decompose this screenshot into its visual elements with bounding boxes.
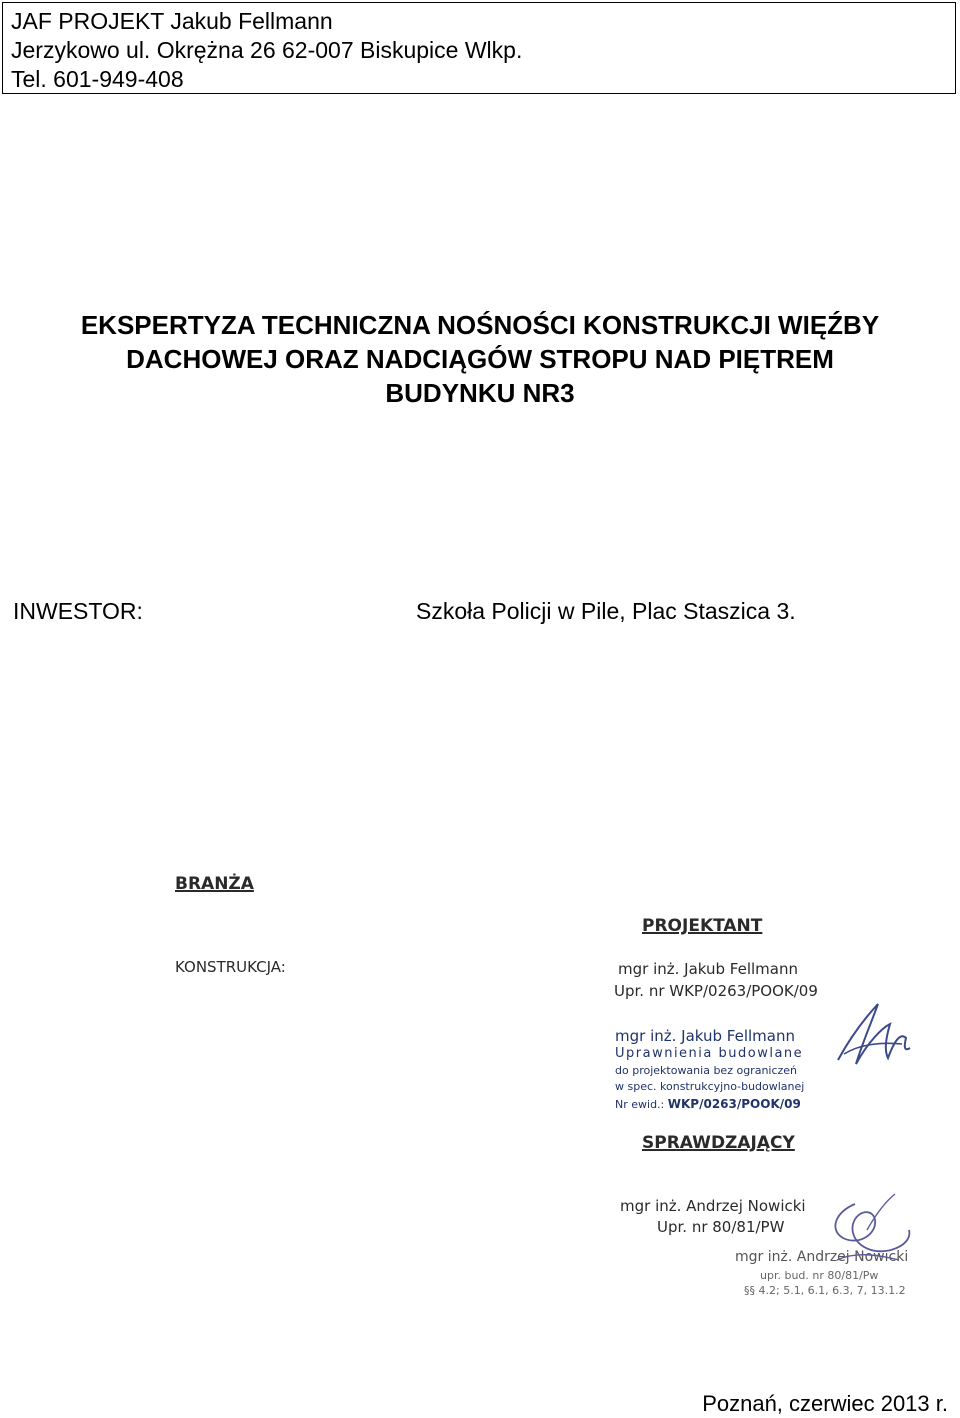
seal1-line-1: mgr inż. Jakub Fellmann — [615, 1027, 795, 1045]
seal1-line-2: Uprawnienia budowlane — [615, 1046, 804, 1061]
sprawdzajacy-label: SPRAWDZAJĄCY — [642, 1133, 795, 1153]
projektant-label: PROJEKTANT — [642, 916, 763, 936]
konstrukcja-label: KONSTRUKCJA: — [175, 958, 286, 976]
title-line-1: EKSPERTYZA TECHNICZNA NOŚNOŚCI KONSTRUKCJI WIĘŹBY — [80, 310, 880, 340]
seal1-line-4: w spec. konstrukcyjno-budowlanej — [615, 1080, 805, 1093]
designer-permit: Upr. nr WKP/0263/POOK/09 — [614, 982, 818, 1000]
company-header-box — [2, 2, 956, 94]
place-and-date: Poznań, czerwiec 2013 r. — [702, 1391, 948, 1416]
seal1-line-3: do projektowania bez ograniczeń — [615, 1064, 798, 1077]
company-phone: Tel. 601-949-408 — [11, 66, 184, 92]
checker-permit: Upr. nr 80/81/PW — [657, 1218, 785, 1236]
investor-value: Szkoła Policji w Pile, Plac Staszica 3. — [416, 598, 796, 624]
company-name: JAF PROJEKT Jakub Fellmann — [11, 8, 333, 34]
seal1-line-5 — [615, 1097, 801, 1111]
signature-checker — [815, 1190, 925, 1280]
seal1-line-5-prefix: Nr ewid.: — [615, 1098, 665, 1111]
signature-designer — [830, 998, 920, 1078]
designer-name: mgr inż. Jakub Fellmann — [618, 960, 798, 978]
seal2-line-3: §§ 4.2; 5.1, 6.1, 6.3, 7, 13.1.2 — [744, 1284, 906, 1297]
investor-label: INWESTOR: — [13, 598, 143, 624]
seal2-line-2: upr. bud. nr 80/81/Pw — [760, 1269, 879, 1282]
seal2-line-1: mgr inż. Andrzej Nowicki — [735, 1249, 909, 1265]
title-line-2: DACHOWEJ ORAZ NADCIĄGÓW STROPU NAD PIĘTREM — [126, 344, 834, 374]
branza-label: BRANŻA — [175, 874, 254, 894]
seal1-line-5-value: WKP/0263/POOK/09 — [667, 1097, 801, 1111]
checker-name: mgr inż. Andrzej Nowicki — [620, 1197, 806, 1215]
title-line-3: BUDYNKU NR3 — [385, 378, 575, 408]
company-address: Jerzykowo ul. Okrężna 26 62-007 Biskupice Wlkp. — [11, 37, 523, 63]
document-title — [0, 308, 960, 410]
